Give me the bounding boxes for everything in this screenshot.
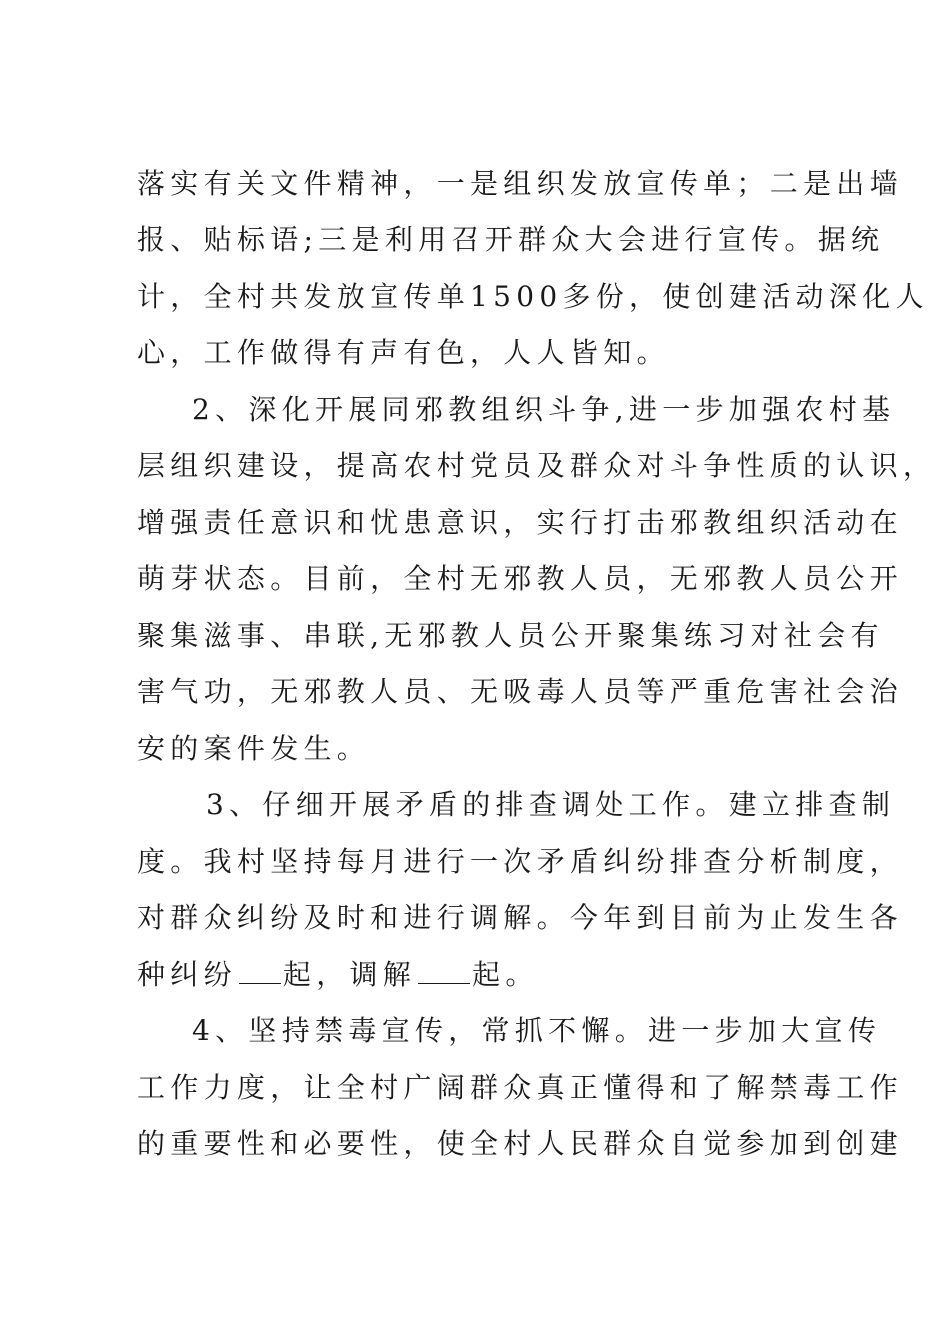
text-line: 聚集滋事、串联,无邪教人员公开聚集练习对社会有 — [137, 619, 884, 652]
text-line: 2、深化开展同邪教组织斗争,进一步加强农村基 — [192, 393, 896, 426]
text-line: 工作力度，让全村广阔群众真正懂得和了解禁毒工作 — [137, 1071, 903, 1104]
text-line: 落实有关文件精神，一是组织发放宣传单；二是出墙 — [137, 167, 903, 200]
text-line: 心，工作做得有声有色，人人皆知。 — [137, 336, 670, 369]
text-line: 报、贴标语;三是利用召开群众大会进行宣传。据统 — [137, 223, 885, 256]
text-line: 度。我村坚持每月进行一次矛盾纠纷排查分析制度， — [137, 845, 903, 878]
text-line: 3、仔细开展矛盾的排查调处工作。建立排查制 — [206, 788, 896, 821]
blank-underline — [418, 957, 470, 984]
text-line: 安的案件发生。 — [137, 732, 371, 765]
text-fragment: 种纠纷 — [137, 958, 237, 991]
text-line: 害气功，无邪教人员、无吸毒人员等严重危害社会治 — [137, 675, 903, 708]
text-line: 的重要性和必要性，使全村人民群众自觉参加到创建 — [137, 1127, 903, 1160]
blank-fill-line — [137, 955, 539, 995]
text-line: 增强责任意识和忧患意识，实行打击邪教组织活动在 — [137, 506, 903, 539]
text-line: 层组织建设，提高农村党员及群众对斗争性质的认识， — [137, 449, 937, 482]
text-line: 萌芽状态。目前，全村无邪教人员，无邪教人员公开 — [137, 562, 903, 595]
text-fragment: 起，调解 — [282, 958, 417, 991]
text-fragment: 起。 — [472, 958, 539, 991]
text-line: 计，全村共发放宣传单1500多份，使创建活动深化人 — [137, 280, 929, 313]
text-line: 4、坚持禁毒宣传，常抓不懈。进一步加大宣传 — [192, 1014, 882, 1047]
text-line: 对群众纠纷及时和进行调解。今年到目前为止发生各 — [137, 901, 903, 934]
blank-underline — [239, 957, 281, 984]
